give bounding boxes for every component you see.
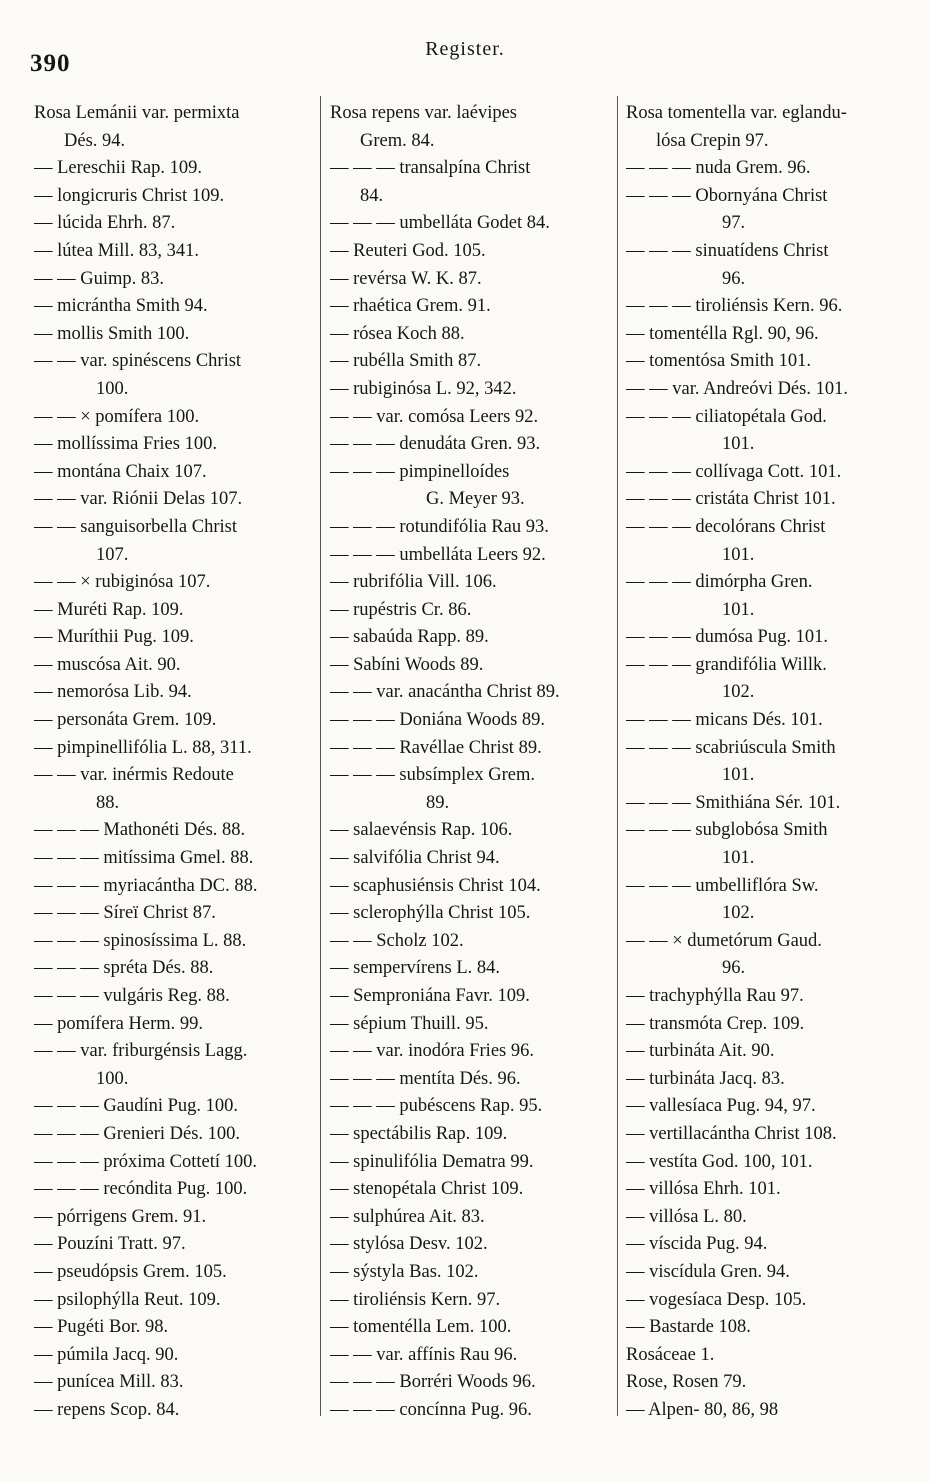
index-entry: 84. bbox=[360, 185, 384, 206]
index-entry: — spinulifólia Dematra 99. bbox=[330, 1151, 534, 1172]
index-entry: 97. bbox=[722, 213, 746, 234]
index-entry: — — — collívaga Cott. 101. bbox=[626, 461, 842, 482]
index-entry: — — — mitíssima Gmel. 88. bbox=[34, 848, 254, 869]
index-entry: 101. bbox=[722, 434, 755, 455]
index-entry: — — × dumetórum Gaud. bbox=[626, 930, 822, 951]
index-entry: — Muríthii Pug. 109. bbox=[34, 627, 194, 648]
index-entry: — — var. Riónii Delas 107. bbox=[34, 489, 243, 510]
column-divider bbox=[320, 96, 321, 1416]
index-entry: — vogesíaca Desp. 105. bbox=[626, 1289, 807, 1310]
index-entry: — villósa L. 80. bbox=[626, 1206, 747, 1227]
index-entry: — — — dimórpha Gren. bbox=[626, 572, 813, 593]
index-entry: — vertillacántha Christ 108. bbox=[626, 1123, 837, 1144]
index-entry: — — — concínna Pug. 96. bbox=[330, 1399, 532, 1420]
page-number: 390 bbox=[30, 50, 71, 77]
index-entry: — víscida Pug. 94. bbox=[626, 1234, 768, 1255]
index-entry: — turbináta Jacq. 83. bbox=[626, 1068, 785, 1089]
index-entry: Rose, Rosen 79. bbox=[626, 1372, 747, 1393]
index-entry: — viscídula Gren. 94. bbox=[626, 1261, 790, 1282]
index-entry: — sépium Thuill. 95. bbox=[330, 1013, 489, 1034]
index-entry: 101. bbox=[722, 765, 755, 786]
index-column-2 bbox=[330, 100, 610, 1425]
index-entry: 88. bbox=[96, 792, 120, 813]
index-entry: — scaphusiénsis Christ 104. bbox=[330, 875, 541, 896]
index-entry: — Pugéti Bor. 98. bbox=[34, 1317, 169, 1338]
index-entry: — revérsa W. K. 87. bbox=[330, 268, 482, 289]
index-entry: — punícea Mill. 83. bbox=[34, 1372, 184, 1393]
index-entry: — — var. friburgénsis Lagg. bbox=[34, 1041, 248, 1062]
index-entry: — tomentélla Rgl. 90, 96. bbox=[626, 323, 819, 344]
index-entry: — trachyphýlla Rau 97. bbox=[626, 986, 804, 1006]
index-entry: — — — Gaudíni Pug. 100. bbox=[34, 1096, 239, 1117]
index-entry: — — Guimp. 83. bbox=[34, 268, 165, 289]
index-entry: — — — nuda Grem. 96. bbox=[626, 158, 811, 179]
index-entry: 102. bbox=[722, 903, 755, 924]
index-entry: — spectábilis Rap. 109. bbox=[330, 1123, 508, 1144]
index-entry: — — var. affínis Rau 96. bbox=[330, 1344, 518, 1365]
index-entry: — púmila Jacq. 90. bbox=[34, 1344, 179, 1365]
index-entry: Rosa repens var. laévipes bbox=[330, 103, 517, 123]
index-entry: — stylósa Desv. 102. bbox=[330, 1234, 488, 1255]
index-entry: — Sabíni Woods 89. bbox=[330, 654, 484, 675]
index-entry: — — var. comósa Leers 92. bbox=[330, 406, 539, 427]
index-entry: — sýstyla Bas. 102. bbox=[330, 1261, 479, 1282]
index-entry: — — — Grenieri Dés. 100. bbox=[34, 1123, 241, 1144]
index-entry: — Muréti Rap. 109. bbox=[34, 599, 184, 620]
index-column-3 bbox=[626, 100, 908, 1425]
index-entry: — lútea Mill. 83, 341. bbox=[34, 240, 199, 261]
index-entry: 96. bbox=[722, 268, 746, 289]
index-entry: — repens Scop. 84. bbox=[34, 1399, 180, 1420]
index-entry: — pimpinellifólia L. 88, 311. bbox=[34, 737, 252, 758]
index-entry: — — — subsímplex Grem. bbox=[330, 765, 536, 786]
index-entry: — — var. anacántha Christ 89. bbox=[330, 682, 560, 703]
index-entry: — — — umbelláta Leers 92. bbox=[330, 544, 546, 565]
index-entry: — — × rubiginósa 107. bbox=[34, 572, 211, 593]
index-entry: — — — spinosíssima L. 88. bbox=[34, 930, 247, 951]
index-entry: — vallesíaca Pug. 94, 97. bbox=[626, 1096, 816, 1117]
index-entry: 89. bbox=[426, 792, 450, 813]
index-entry: — — — Doniána Woods 89. bbox=[330, 710, 546, 731]
index-entry: — — Scholz 102. bbox=[330, 930, 464, 951]
index-entry: — montána Chaix 107. bbox=[34, 461, 207, 482]
index-entry: — personáta Grem. 109. bbox=[34, 710, 217, 731]
index-entry: — — var. spinéscens Christ bbox=[34, 351, 242, 372]
index-entry: — micrántha Smith 94. bbox=[34, 296, 208, 317]
index-entry: — — — scabriúscula Smith bbox=[626, 737, 836, 758]
index-entry: G. Meyer 93. bbox=[426, 489, 525, 510]
index-entry: — — — Obornyána Christ bbox=[626, 185, 828, 206]
index-column-1 bbox=[34, 100, 312, 1425]
index-entry: — villósa Ehrh. 101. bbox=[626, 1179, 781, 1200]
index-entry: — salvifólia Christ 94. bbox=[330, 848, 500, 869]
index-entry: — — — sinuatídens Christ bbox=[626, 240, 829, 261]
index-entry: 101. bbox=[722, 848, 755, 869]
index-entry: — sulphúrea Ait. 83. bbox=[330, 1206, 485, 1227]
index-entry: — muscósa Ait. 90. bbox=[34, 654, 181, 675]
index-entry: Rosáceae 1. bbox=[626, 1344, 715, 1365]
index-entry: — pseudópsis Grem. 105. bbox=[34, 1261, 227, 1282]
index-entry: — stenopétala Christ 109. bbox=[330, 1179, 524, 1200]
index-entry: Dés. 94. bbox=[64, 130, 126, 151]
index-entry: — — — recóndita Pug. 100. bbox=[34, 1179, 248, 1200]
index-entry: — — var. inérmis Redoute bbox=[34, 765, 234, 786]
index-entry: — — — Smithiána Sér. 101. bbox=[626, 792, 841, 813]
index-entry: — psilophýlla Reut. 109. bbox=[34, 1289, 221, 1310]
index-entry: Rosa tomentella var. eglandu- bbox=[626, 103, 847, 123]
index-entry: — — — mentíta Dés. 96. bbox=[330, 1068, 521, 1089]
index-entry: — — — subglobósa Smith bbox=[626, 820, 828, 841]
index-entry: — — — dumósa Pug. 101. bbox=[626, 627, 828, 648]
index-entry: — — var. inodóra Fries 96. bbox=[330, 1041, 534, 1062]
index-entry: — — sanguisorbella Christ bbox=[34, 516, 237, 537]
index-entry: — — — vulgáris Reg. 88. bbox=[34, 986, 230, 1006]
index-entry: — — — pubéscens Rap. 95. bbox=[330, 1096, 543, 1117]
index-entry: 100. bbox=[96, 1068, 129, 1089]
index-entry: — tiroliénsis Kern. 97. bbox=[330, 1289, 501, 1310]
index-entry: — mollíssima Fries 100. bbox=[34, 434, 217, 455]
index-entry: — longicruris Christ 109. bbox=[34, 185, 225, 206]
index-entry: — Reuteri God. 105. bbox=[330, 240, 486, 261]
index-entry: — — — cristáta Christ 101. bbox=[626, 489, 836, 510]
index-entry: — Semproniána Favr. 109. bbox=[330, 986, 530, 1006]
index-entry: — rubélla Smith 87. bbox=[330, 351, 482, 372]
index-entry: — rupéstris Cr. 86. bbox=[330, 599, 472, 620]
index-entry: 100. bbox=[96, 378, 129, 399]
index-entry: — — — micans Dés. 101. bbox=[626, 710, 823, 731]
index-entry: — — — umbelláta Godet 84. bbox=[330, 213, 550, 234]
index-entry: — — var. Andreóvi Dés. 101. bbox=[626, 378, 848, 399]
index-entry: — sabaúda Rapp. 89. bbox=[330, 627, 489, 648]
index-entry: — rubrifólia Vill. 106. bbox=[330, 572, 497, 593]
index-entry: — — — Ravéllae Christ 89. bbox=[330, 737, 542, 758]
running-head: Register. bbox=[425, 38, 505, 60]
index-entry: — transmóta Crep. 109. bbox=[626, 1013, 805, 1034]
index-entry: 96. bbox=[722, 958, 746, 979]
index-entry: — rósea Koch 88. bbox=[330, 323, 465, 344]
index-entry: — — — tiroliénsis Kern. 96. bbox=[626, 296, 843, 317]
index-entry: — rhaética Grem. 91. bbox=[330, 296, 491, 317]
index-entry: — sclerophýlla Christ 105. bbox=[330, 903, 531, 924]
index-entry: — — — Borréri Woods 96. bbox=[330, 1372, 536, 1393]
index-entry: — vestíta God. 100, 101. bbox=[626, 1151, 813, 1172]
index-entry: — lúcida Ehrh. 87. bbox=[34, 213, 176, 234]
index-entry: — Alpen- 80, 86, 98 bbox=[626, 1399, 779, 1420]
index-entry: — — — grandifólia Willk. bbox=[626, 654, 827, 675]
index-entry: — Bastarde 108. bbox=[626, 1317, 751, 1338]
index-entry: — turbináta Ait. 90. bbox=[626, 1041, 775, 1062]
index-entry: — — — Mathonéti Dés. 88. bbox=[34, 820, 246, 841]
index-entry: Rosa Lemánii var. permixta bbox=[34, 103, 240, 123]
index-entry: — — — próxima Cottetí 100. bbox=[34, 1151, 258, 1172]
index-entry: — — — umbelliflóra Sw. bbox=[626, 875, 819, 896]
index-entry: — pomífera Herm. 99. bbox=[34, 1013, 204, 1034]
index-entry: 107. bbox=[96, 544, 129, 565]
index-entry: lósa Crepin 97. bbox=[656, 130, 769, 151]
column-divider bbox=[617, 96, 618, 1416]
index-entry: — salaevénsis Rap. 106. bbox=[330, 820, 513, 841]
index-entry: — — — decolórans Christ bbox=[626, 516, 826, 537]
index-entry: 101. bbox=[722, 599, 755, 620]
index-entry: — mollis Smith 100. bbox=[34, 323, 190, 344]
index-entry: — — — myriacántha DC. 88. bbox=[34, 875, 258, 896]
index-entry: — — — ciliatopétala God. bbox=[626, 406, 827, 427]
index-entry: — tomentósa Smith 101. bbox=[626, 351, 811, 372]
index-entry: — — — transalpína Christ bbox=[330, 158, 531, 179]
index-entry: — — — Síreï Christ 87. bbox=[34, 903, 216, 924]
index-entry: — — — spréta Dés. 88. bbox=[34, 958, 214, 979]
index-entry: — Pouzíni Tratt. 97. bbox=[34, 1234, 186, 1255]
index-entry: 102. bbox=[722, 682, 755, 703]
index-entry: — tomentélla Lem. 100. bbox=[330, 1317, 512, 1338]
index-entry: — pórrigens Grem. 91. bbox=[34, 1206, 207, 1227]
index-entry: 101. bbox=[722, 544, 755, 565]
index-entry: — — — denudáta Gren. 93. bbox=[330, 434, 541, 455]
index-entry: — nemorósa Lib. 94. bbox=[34, 682, 192, 703]
index-entry: — — — rotundifólia Rau 93. bbox=[330, 516, 549, 537]
index-entry: — — — pimpinelloídes bbox=[330, 461, 510, 482]
index-entry: — rubiginósa L. 92, 342. bbox=[330, 378, 517, 399]
index-entry: Grem. 84. bbox=[360, 130, 435, 151]
index-entry: — Lereschii Rap. 109. bbox=[34, 158, 202, 179]
index-entry: — sempervírens L. 84. bbox=[330, 958, 501, 979]
index-entry: — — × pomífera 100. bbox=[34, 406, 200, 427]
